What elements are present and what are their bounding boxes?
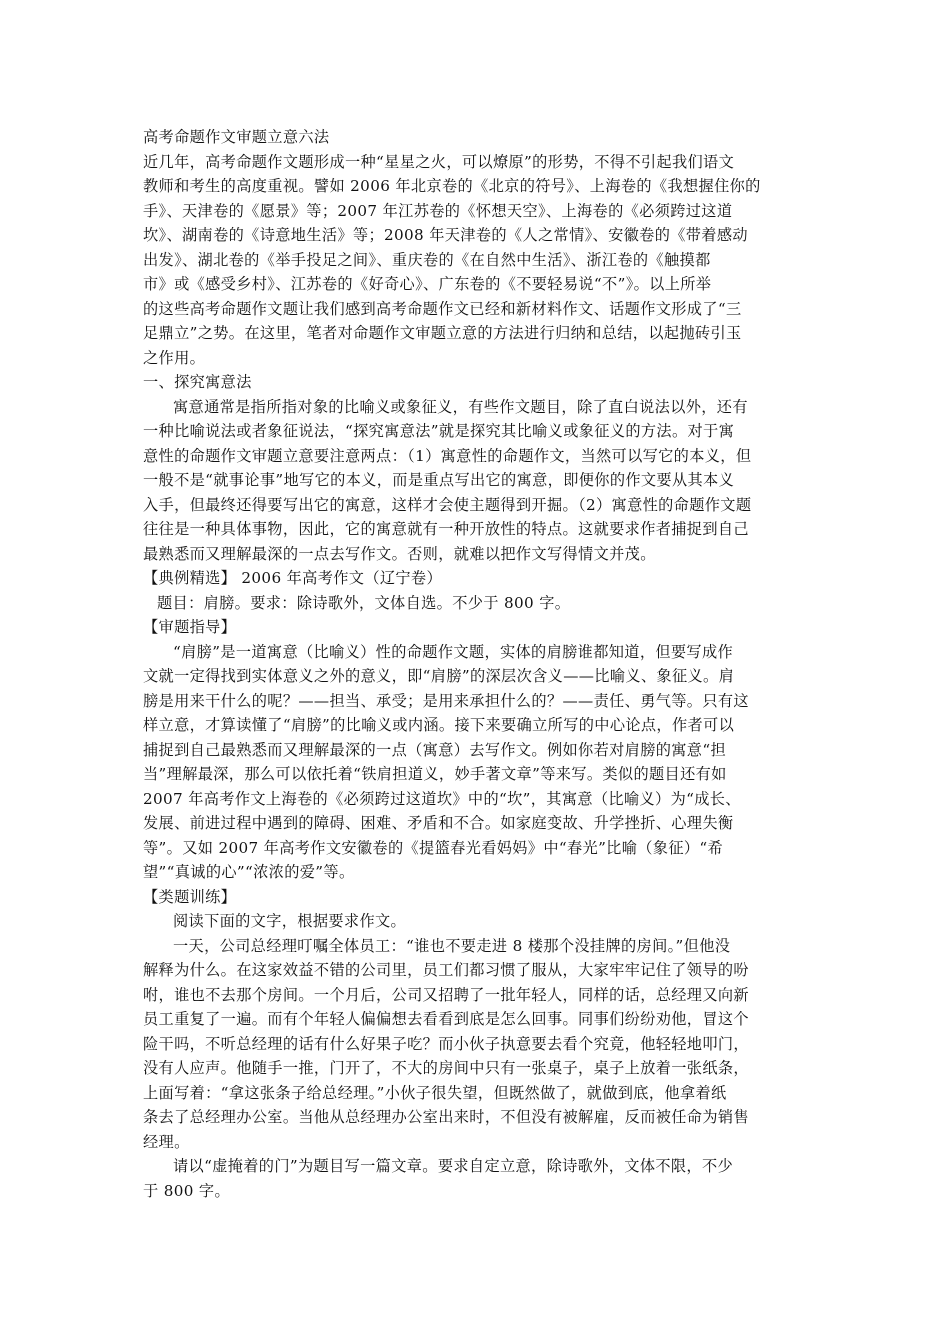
section-heading: 一、探究寓意法 xyxy=(143,373,252,391)
paragraph-line: 一天，公司总经理叮嘱全体员工：“谁也不要走进 8 楼那个没挂牌的房间。”但他没 xyxy=(173,936,731,955)
paragraph-line: 等”。又如 2007 年高考作文安徽卷的《提篮春光看妈妈》中“春光”比喻（象征）“希 xyxy=(143,838,724,857)
paragraph-line: 出发》、湖北卷的《举手投足之间》、重庆卷的《在自然中生活》、浙江卷的《触摸都 xyxy=(143,250,711,269)
paragraph-line: 样立意，才算读懂了“肩膀”的比喻义或内涵。接下来要确立所写的中心论点，作者可以 xyxy=(143,716,735,734)
paragraph-line: 坎》、湖南卷的《诗意地生活》等；2008 年天津卷的《人之常情》、安徽卷的《带着感动 xyxy=(143,226,748,244)
paragraph-line: 发展、前进过程中遇到的障碍、困难、矛盾和不合。如家庭变故、升学挫折、心理失衡 xyxy=(143,814,734,832)
training-heading: 【类题训练】 xyxy=(143,887,237,906)
example-prompt: 题目：肩膀。要求：除诗歌外，文体自选。不少于 800 字。 xyxy=(157,593,571,612)
paragraph-line: 请以“虚掩着的门”为题目写一篇文章。要求自定立意，除诗歌外，文体不限，不少 xyxy=(173,1157,734,1175)
paragraph-line: 咐，谁也不去那个房间。一个月后，公司又招聘了一批年轻人，同样的话，总经理又向新 xyxy=(143,985,749,1004)
paragraph-line: 近几年，高考命题作文题形成一种“星星之火，可以燎原”的形势，不得不引起我们语文 xyxy=(143,152,735,171)
paragraph-line: 捕捉到自己最熟悉而又理解最深的一点（寓意）去写作文。例如你若对肩膀的寓意“担 xyxy=(143,740,727,759)
document-title: 高考命题作文审题立意六法 xyxy=(143,128,330,146)
paragraph-line: 的这些高考命题作文题让我们感到高考命题作文已经和新材料作文、话题作文形成了“三 xyxy=(143,299,742,318)
paragraph-line: 市》或《感受乡村》、江苏卷的《好奇心》、广东卷的《不要轻易说“不”》。以上所举 xyxy=(143,275,712,293)
paragraph-line: 2007 年高考作文上海卷的《必须跨过这道坎》中的“坎”，其寓意（比喻义）为“成长、 xyxy=(143,789,741,808)
paragraph-line: 于 800 字。 xyxy=(143,1181,231,1200)
paragraph-line: 手》、天津卷的《愿景》等；2007 年江苏卷的《怀想天空》、上海卷的《必须跨过这道 xyxy=(143,201,733,220)
paragraph-line: 教师和考生的高度重视。譬如 2006 年北京卷的《北京的符号》、上海卷的《我想握住你的 xyxy=(143,177,761,195)
paragraph-line: 一般不是“就事论事”地写它的本义，而是重点写出它的寓意，即便你的作文要从其本义 xyxy=(143,471,735,489)
paragraph-line: 阅读下面的文字，根据要求作文。 xyxy=(173,912,407,930)
document-page xyxy=(143,125,808,1203)
paragraph-line: 文就一定得找到实体意义之外的意义，即“肩膀”的深层次含义——比喻义、象征义。肩 xyxy=(143,667,735,685)
paragraph-line: 条去了总经理办公室。当他从总经理办公室出来时，不但没有被解雇，反而被任命为销售 xyxy=(143,1108,749,1126)
paragraph-line: 一种比喻说法或者象征说法，“探究寓意法”就是探究其比喻义或象征义的方法。对于寓 xyxy=(143,422,735,440)
paragraph-line: “肩膀”是一道寓意（比喻义）性的命题作文题，实体的肩膀谁都知道，但要写成作 xyxy=(173,642,734,661)
paragraph-line: 入手，但最终还得要写出它的寓意，这样才会使主题得到开掘。（2）寓意性的命题作文题 xyxy=(143,495,752,514)
paragraph-line: 寓意通常是指所指对象的比喻义或象征义，有些作文题目，除了直白说法以外，还有 xyxy=(173,397,748,416)
paragraph-line: 膀是用来干什么的呢？——担当、承受；是用来承担什么的？——责任、勇气等。只有这 xyxy=(143,691,749,710)
paragraph-line: 足鼎立”之势。在这里，笔者对命题作文审题立意的方法进行归纳和总结，以起抛砖引玉 xyxy=(143,324,742,342)
guidance-heading: 【审题指导】 xyxy=(143,618,237,636)
paragraph-line: 没有人应声。他随手一推，门开了，不大的房间中只有一张桌子，桌子上放着一张纸条， xyxy=(143,1059,749,1077)
paragraph-line: 之作用。 xyxy=(143,348,206,367)
paragraph-line: 望”“真诚的心”“浓浓的爱”等。 xyxy=(143,863,355,881)
paragraph-line: 上面写着：“拿这张条子给总经理。”小伙子很失望，但既然做了，就做到底，他拿着纸 xyxy=(143,1083,727,1102)
example-heading: 【典例精选】 2006 年高考作文（辽宁卷） xyxy=(143,569,443,587)
paragraph-line: 员工重复了一遍。而有个年轻人偏偏想去看看到底是怎么回事。同事们纷纷劝他，冒这个 xyxy=(143,1010,749,1028)
paragraph-line: 最熟悉而又理解最深的一点去写作文。否则，就难以把作文写得情文并茂。 xyxy=(143,544,656,563)
paragraph-line: 险干吗，不听总经理的话有什么好果子吃？而小伙子执意要去看个究竟，他轻轻地叩门， xyxy=(143,1034,749,1053)
paragraph-line: 解释为什么。在这家效益不错的公司里，员工们都习惯了服从，大家牢牢记住了领导的吩 xyxy=(143,961,749,979)
paragraph-line: 当”理解最深，那么可以依托着“铁肩担道义，妙手著文章”等来写。类似的题目还有如 xyxy=(143,765,727,783)
paragraph-line: 意性的命题作文审题立意要注意两点：（1）寓意性的命题作文，当然可以写它的本义，但 xyxy=(143,446,752,465)
paragraph-line: 经理。 xyxy=(143,1132,190,1151)
paragraph-line: 往往是一种具体事物，因此，它的寓意就有一种开放性的特点。这就要求作者捕捉到自己 xyxy=(143,520,749,538)
